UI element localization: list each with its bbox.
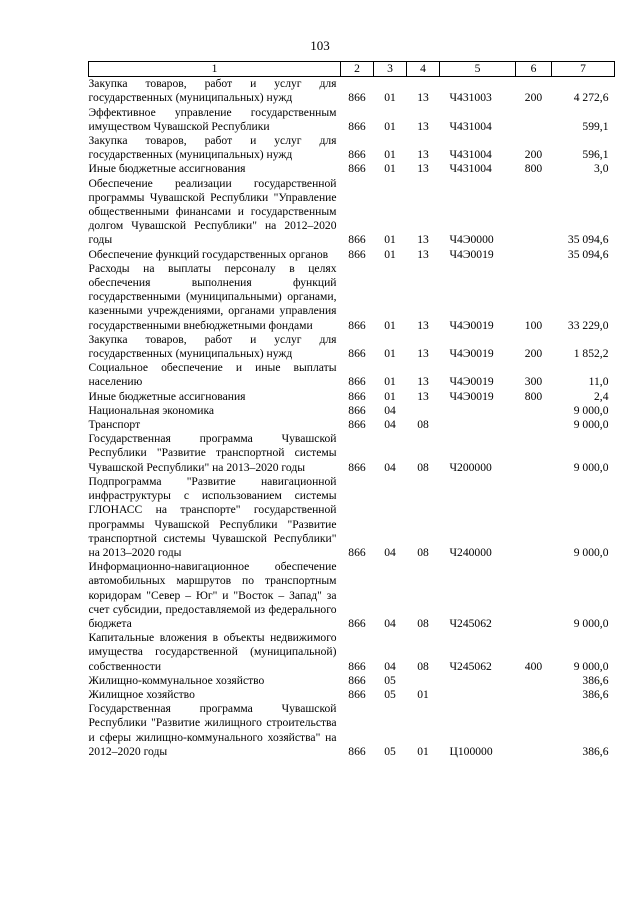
row-code-expense-type: [516, 418, 552, 432]
row-code-subsection: 08: [417, 418, 429, 432]
row-amount: 33 229,0: [567, 318, 609, 332]
table-row: [89, 688, 615, 702]
row-code-section: 01: [384, 162, 396, 176]
row-code-target: Ч4Э0019: [449, 247, 494, 261]
row-code-target: [440, 418, 516, 432]
table-row: [89, 77, 615, 106]
row-code-expense-type: [516, 248, 552, 262]
row-amount: 11,0: [588, 375, 609, 389]
table-row: [89, 560, 615, 631]
row-code-expense-type: 800: [524, 389, 543, 403]
row-code-section: 04: [384, 403, 396, 417]
row-name: Расходы на выплаты персоналу в целях обеспечения выполнения функций государственными (муниципальными) органами, казенными учреждениями, органами управления государственными внебюджетными фондами: [88, 261, 337, 332]
row-amount: 2,4: [594, 389, 609, 403]
row-code-section: 01: [384, 247, 396, 261]
row-code-subsection: 08: [417, 460, 429, 474]
row-code-admin: 866: [348, 418, 366, 432]
row-code-target: Ч4Э0019: [449, 389, 494, 403]
row-code-admin: 866: [348, 247, 366, 261]
row-code-subsection: [407, 404, 440, 418]
column-header: 1: [89, 62, 341, 77]
row-code-target: [440, 688, 516, 702]
row-code-subsection: 08: [417, 659, 429, 673]
row-code-section: 04: [384, 659, 396, 673]
row-amount: 9 000,0: [573, 418, 609, 432]
row-code-admin: 866: [348, 347, 366, 361]
row-amount: 3,0: [594, 162, 609, 176]
row-code-target: Ч240000: [449, 545, 492, 559]
row-code-subsection: 13: [417, 318, 429, 332]
row-code-target: Ц100000: [449, 744, 493, 758]
row-name: Закупка товаров, работ и услуг для государственных (муниципальных) нужд: [88, 134, 337, 162]
row-code-subsection: 13: [417, 347, 429, 361]
row-code-admin: 866: [348, 403, 366, 417]
table-row: [89, 702, 615, 759]
row-code-target: [440, 674, 516, 688]
row-name: Закупка товаров, работ и услуг для государственных (муниципальных) нужд: [88, 77, 337, 105]
row-code-admin: 866: [348, 687, 366, 701]
row-amount: 596,1: [582, 148, 609, 162]
table-row: [89, 177, 615, 248]
row-code-expense-type: 300: [524, 375, 543, 389]
row-code-admin: 866: [348, 91, 366, 105]
table-row: [89, 106, 615, 134]
row-name: Транспорт: [88, 418, 141, 432]
row-code-section: 04: [384, 418, 396, 432]
row-code-admin: 866: [348, 616, 366, 630]
row-amount: 599,1: [582, 119, 609, 133]
row-code-subsection: 13: [417, 233, 429, 247]
row-code-expense-type: [516, 177, 552, 248]
table-row: [89, 432, 615, 475]
table-row: [89, 262, 615, 333]
row-name: Государственная программа Чувашской Республики "Развитие жилищного строительства и сферы жилищно-коммунального хозяйства" на 2012–2020 годы: [88, 702, 337, 758]
table-row: [89, 333, 615, 361]
row-code-target: Ч200000: [449, 460, 492, 474]
row-code-subsection: 13: [417, 162, 429, 176]
row-name: Национальная экономика: [88, 403, 215, 417]
row-code-expense-type: 200: [524, 148, 543, 162]
row-amount: 9 000,0: [573, 403, 609, 417]
row-code-section: 01: [384, 375, 396, 389]
row-code-admin: 866: [348, 659, 366, 673]
table-row: [89, 475, 615, 560]
column-header: 7: [552, 62, 615, 77]
row-code-subsection: 08: [417, 616, 429, 630]
row-code-admin: 866: [348, 318, 366, 332]
row-name: Обеспечение функций государственных органов: [88, 247, 329, 261]
row-code-subsection: 13: [417, 148, 429, 162]
row-code-section: 04: [384, 616, 396, 630]
row-name: Капитальные вложения в объекты недвижимого имущества государственной (муниципальной) собственности: [88, 631, 337, 673]
row-code-section: 01: [384, 233, 396, 247]
table-row: [89, 162, 615, 176]
row-code-expense-type: 400: [524, 659, 543, 673]
row-code-admin: 866: [348, 119, 366, 133]
row-name: Жилищное хозяйство: [88, 687, 195, 701]
table-row: [89, 631, 615, 674]
row-code-section: 01: [384, 347, 396, 361]
row-code-expense-type: [516, 106, 552, 134]
row-name: Иные бюджетные ассигнования: [88, 162, 246, 176]
row-amount: 386,6: [582, 687, 609, 701]
row-code-subsection: 01: [417, 744, 429, 758]
row-code-expense-type: [516, 475, 552, 560]
column-header: 6: [516, 62, 552, 77]
row-code-expense-type: [516, 560, 552, 631]
row-code-target: Ч4Э0000: [449, 233, 494, 247]
row-code-expense-type: 200: [524, 347, 543, 361]
row-code-expense-type: [516, 404, 552, 418]
row-name: Иные бюджетные ассигнования: [88, 389, 246, 403]
row-code-section: 01: [384, 91, 396, 105]
row-code-section: 01: [384, 389, 396, 403]
table-header-row: [89, 62, 615, 77]
row-code-section: 05: [384, 744, 396, 758]
row-code-expense-type: [516, 674, 552, 688]
row-code-admin: 866: [348, 744, 366, 758]
row-code-section: 05: [384, 673, 396, 687]
table-row: [89, 674, 615, 688]
row-name: Жилищно-коммунальное хозяйство: [88, 673, 265, 687]
row-code-subsection: [407, 674, 440, 688]
row-name: Подпрограмма "Развитие навигационной инфраструктуры с использованием системы ГЛОНАСС на транспорте" государственной программы Чувашской Республики "Развитие транспортной системы Чувашской Республики" на 2013–2020 годы: [88, 474, 337, 559]
row-code-admin: 866: [348, 673, 366, 687]
row-name: Эффективное управление государственным имуществом Чувашской Республики: [88, 105, 337, 133]
row-code-admin: 866: [348, 233, 366, 247]
row-code-target: Ч4Э0019: [449, 375, 494, 389]
row-code-expense-type: [516, 432, 552, 475]
table-row: [89, 134, 615, 162]
row-amount: 1 852,2: [573, 347, 609, 361]
budget-table: [88, 61, 615, 759]
row-code-section: 04: [384, 545, 396, 559]
row-code-section: 01: [384, 148, 396, 162]
row-name: Социальное обеспечение и иные выплаты населению: [88, 361, 337, 389]
row-amount: 35 094,6: [567, 247, 609, 261]
column-header: 5: [440, 62, 516, 77]
table-body: [89, 77, 615, 759]
table-row: [89, 390, 615, 404]
row-code-expense-type: 200: [524, 91, 543, 105]
column-header: 3: [374, 62, 407, 77]
row-code-admin: 866: [348, 375, 366, 389]
row-amount: 386,6: [582, 673, 609, 687]
row-code-target: Ч245062: [449, 659, 492, 673]
page-number: 103: [310, 38, 330, 53]
row-code-subsection: 08: [417, 545, 429, 559]
row-code-admin: 866: [348, 389, 366, 403]
row-code-section: 01: [384, 318, 396, 332]
row-code-target: Ч431003: [449, 91, 492, 105]
row-code-admin: 866: [348, 460, 366, 474]
row-code-subsection: 13: [417, 375, 429, 389]
row-code-target: Ч431004: [449, 162, 492, 176]
row-code-target: Ч245062: [449, 616, 492, 630]
row-code-subsection: 13: [417, 119, 429, 133]
row-amount: 9 000,0: [573, 545, 609, 559]
row-amount: 4 272,6: [573, 91, 609, 105]
row-name: Информационно-навигационное обеспечение автомобильных маршрутов по транспортным коридорам "Север – Юг" и "Восток – Запад" за счет субсидии, предоставляемой из федерального бюджета: [88, 560, 337, 630]
row-code-target: Ч431004: [449, 148, 492, 162]
row-code-admin: 866: [348, 148, 366, 162]
table-row: [89, 418, 615, 432]
row-code-subsection: 01: [417, 687, 429, 701]
row-amount: 386,6: [582, 744, 609, 758]
row-code-target: Ч4Э0019: [449, 347, 494, 361]
row-code-target: Ч431004: [449, 119, 492, 133]
row-code-admin: 866: [348, 162, 366, 176]
row-code-subsection: 13: [417, 247, 429, 261]
column-header: 2: [341, 62, 374, 77]
row-amount: 9 000,0: [573, 460, 609, 474]
row-code-section: 04: [384, 460, 396, 474]
table-row: [89, 361, 615, 389]
row-code-expense-type: [516, 702, 552, 759]
row-code-expense-type: [516, 688, 552, 702]
row-code-target: [440, 404, 516, 418]
row-code-target: Ч4Э0019: [449, 318, 494, 332]
column-header: 4: [407, 62, 440, 77]
row-amount: 35 094,6: [567, 233, 609, 247]
row-name: Обеспечение реализации государственной программы Чувашской Республики "Управление общественными финансами и государственным долгом Чувашской Республики" на 2012–2020 годы: [88, 176, 337, 247]
table-row: [89, 404, 615, 418]
row-code-admin: 866: [348, 545, 366, 559]
row-code-section: 05: [384, 687, 396, 701]
row-code-expense-type: 100: [524, 318, 543, 332]
row-name: Государственная программа Чувашской Республики "Развитие транспортной системы Чувашской Республики" на 2013–2020 годы: [88, 432, 337, 474]
table-row: [89, 248, 615, 262]
row-code-expense-type: 800: [524, 162, 543, 176]
row-amount: 9 000,0: [573, 659, 609, 673]
row-amount: 9 000,0: [573, 616, 609, 630]
row-code-section: 01: [384, 119, 396, 133]
row-code-subsection: 13: [417, 389, 429, 403]
row-name: Закупка товаров, работ и услуг для государственных (муниципальных) нужд: [88, 332, 337, 361]
row-code-subsection: 13: [417, 91, 429, 105]
